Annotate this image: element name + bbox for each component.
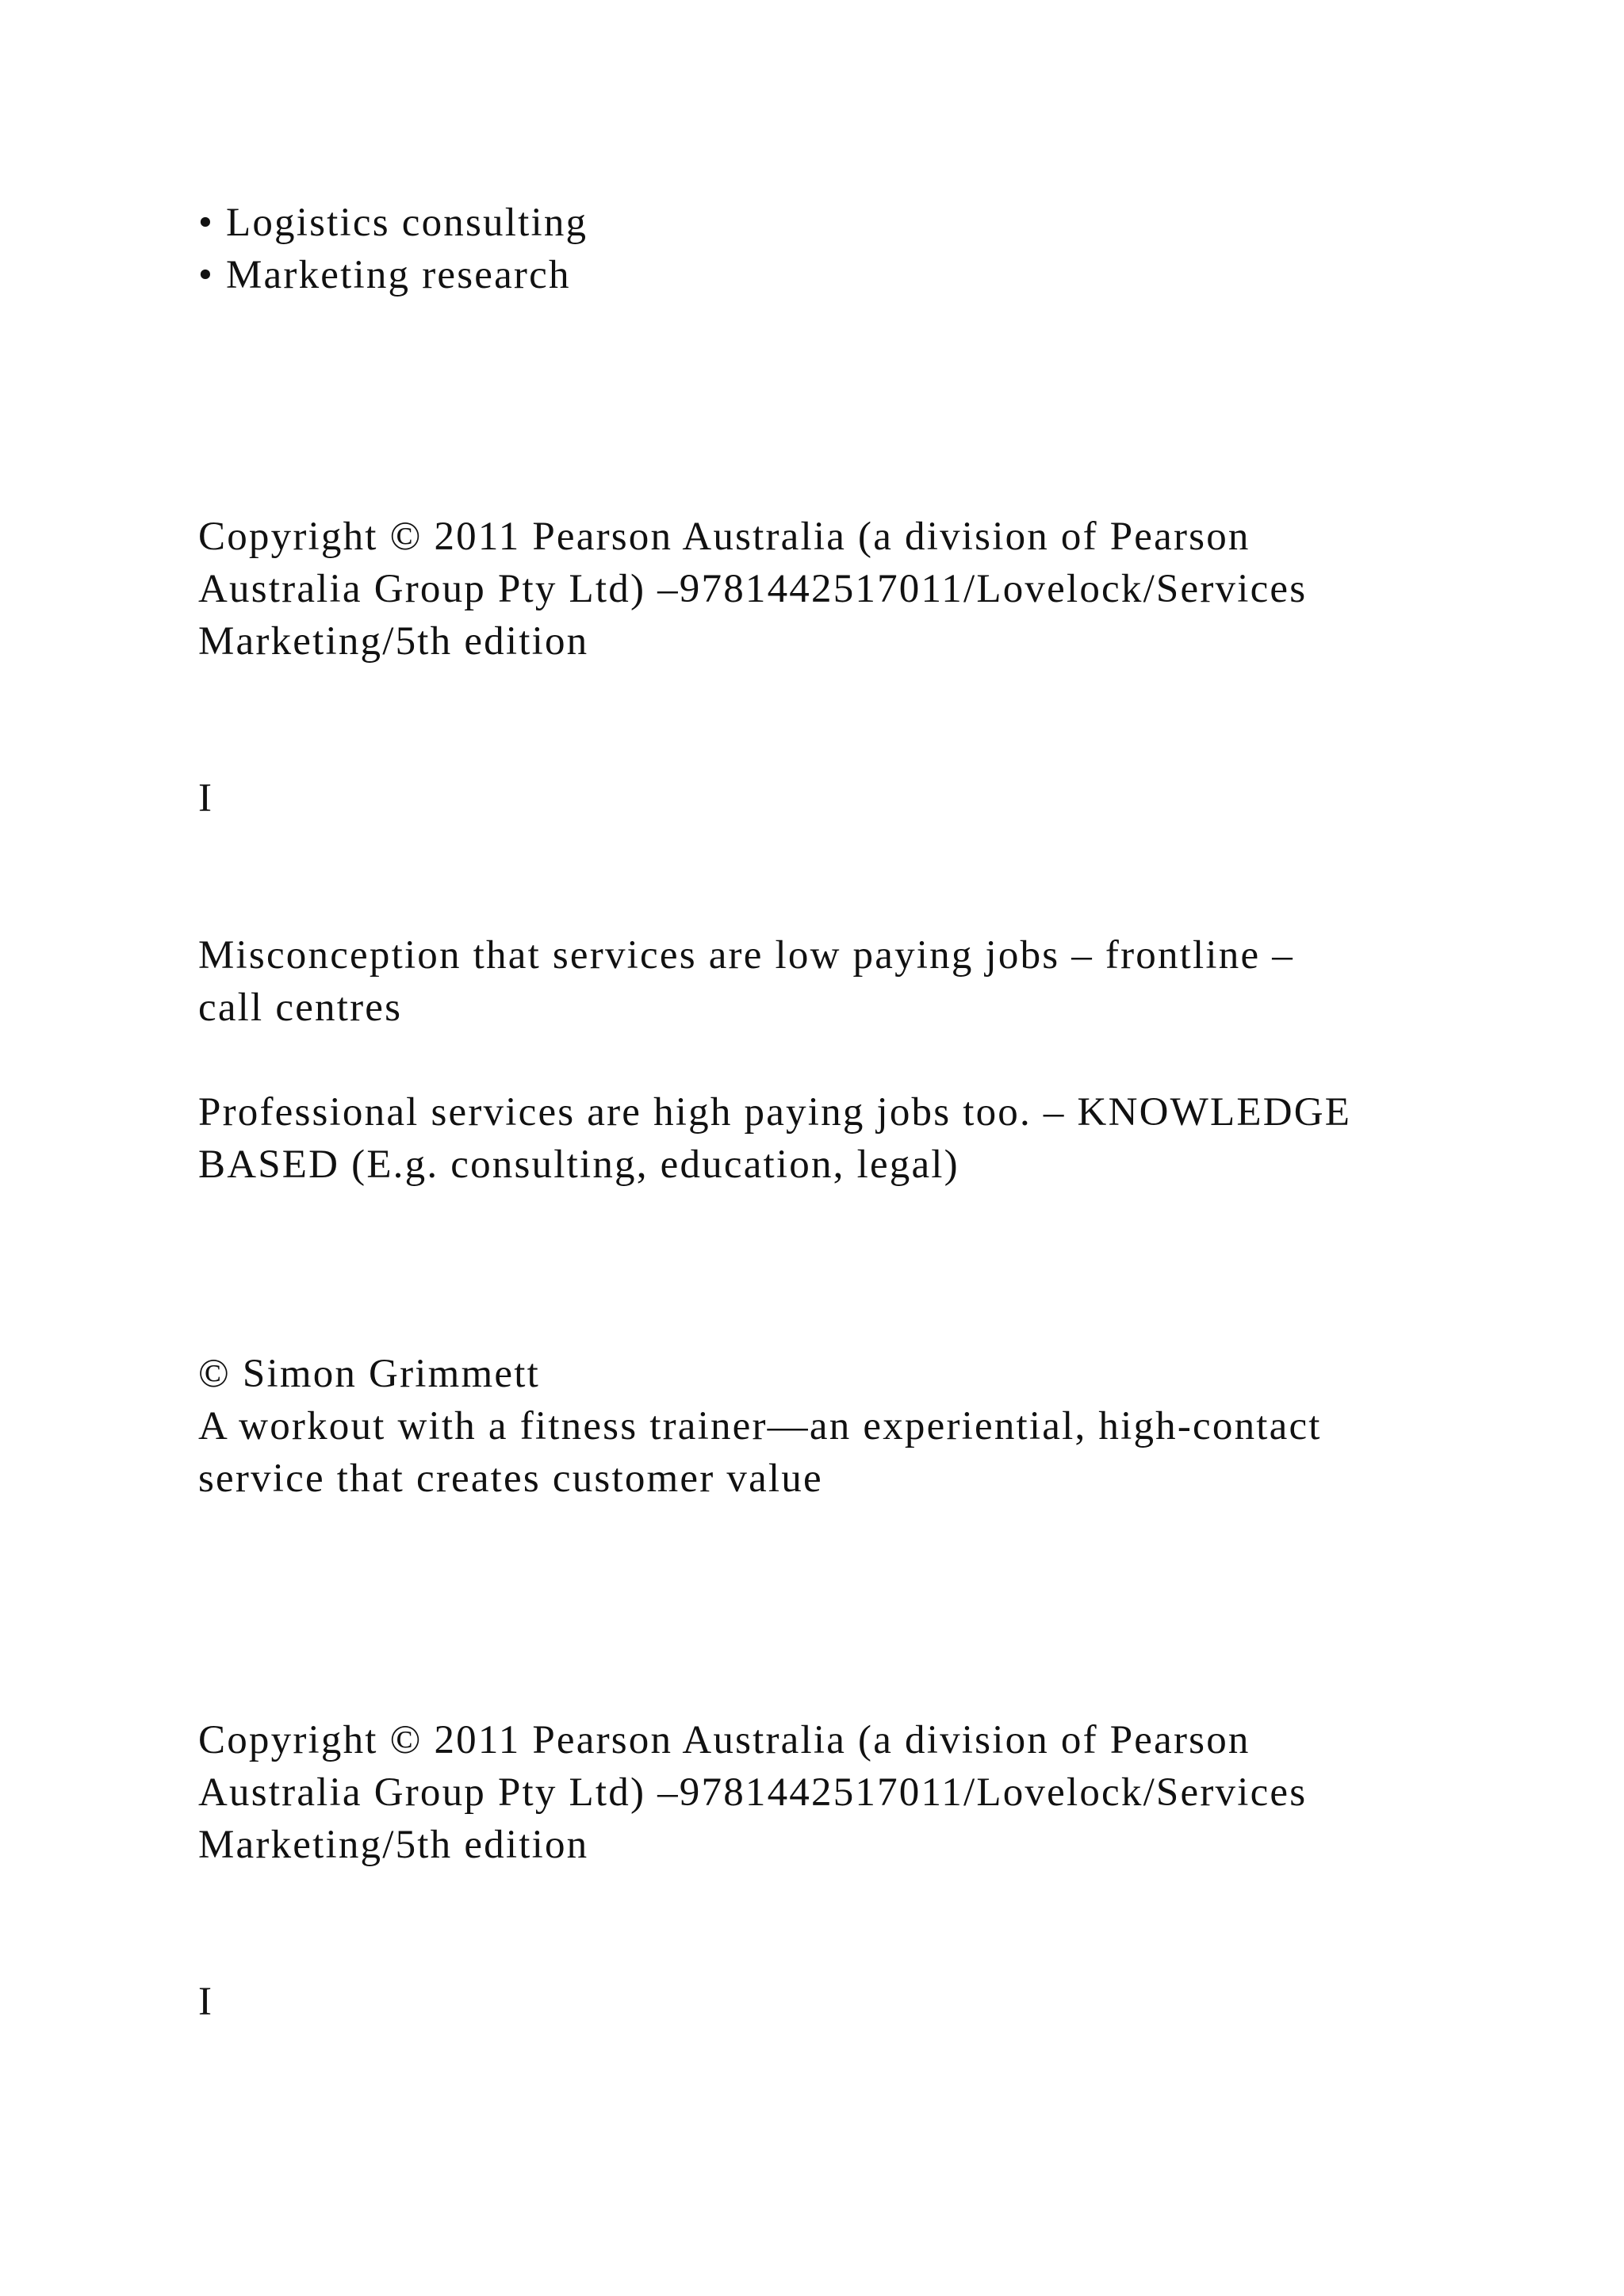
copyright-line-3: Marketing/5th edition: [198, 1823, 589, 1867]
professional-line-2: BASED (E.g. consulting, education, legal): [198, 1142, 959, 1187]
copyright-line-2: Australia Group Pty Ltd) –9781442517011/Lovelock/Services: [198, 1770, 1308, 1815]
copyright-line-3: Marketing/5th edition: [198, 619, 589, 664]
copyright-line-2: Australia Group Pty Ltd) –9781442517011/Lovelock/Services: [198, 567, 1308, 611]
professional-line-1: Professional services are high paying jobs too. – KNOWLEDGE: [198, 1090, 1352, 1135]
photo-credit: © Simon Grimmett: [198, 1352, 540, 1396]
copyright-line-1: Copyright © 2011 Pearson Australia (a division of Pearson: [198, 1718, 1251, 1762]
caption-line-1: A workout with a fitness trainer—an experiential, high-contact: [198, 1404, 1322, 1448]
misconception-line-1: Misconception that services are low paying jobs – frontline –: [198, 933, 1294, 978]
bullet-marketing-research: • Marketing research: [198, 253, 571, 297]
copyright-line-1: Copyright © 2011 Pearson Australia (a division of Pearson: [198, 515, 1251, 559]
caption-line-2: service that creates customer value: [198, 1456, 823, 1501]
misconception-line-2: call centres: [198, 985, 403, 1030]
bullet-logistics-consulting: • Logistics consulting: [198, 201, 588, 245]
slide-marker: I: [198, 776, 214, 821]
slide-marker: I: [198, 1980, 214, 2024]
